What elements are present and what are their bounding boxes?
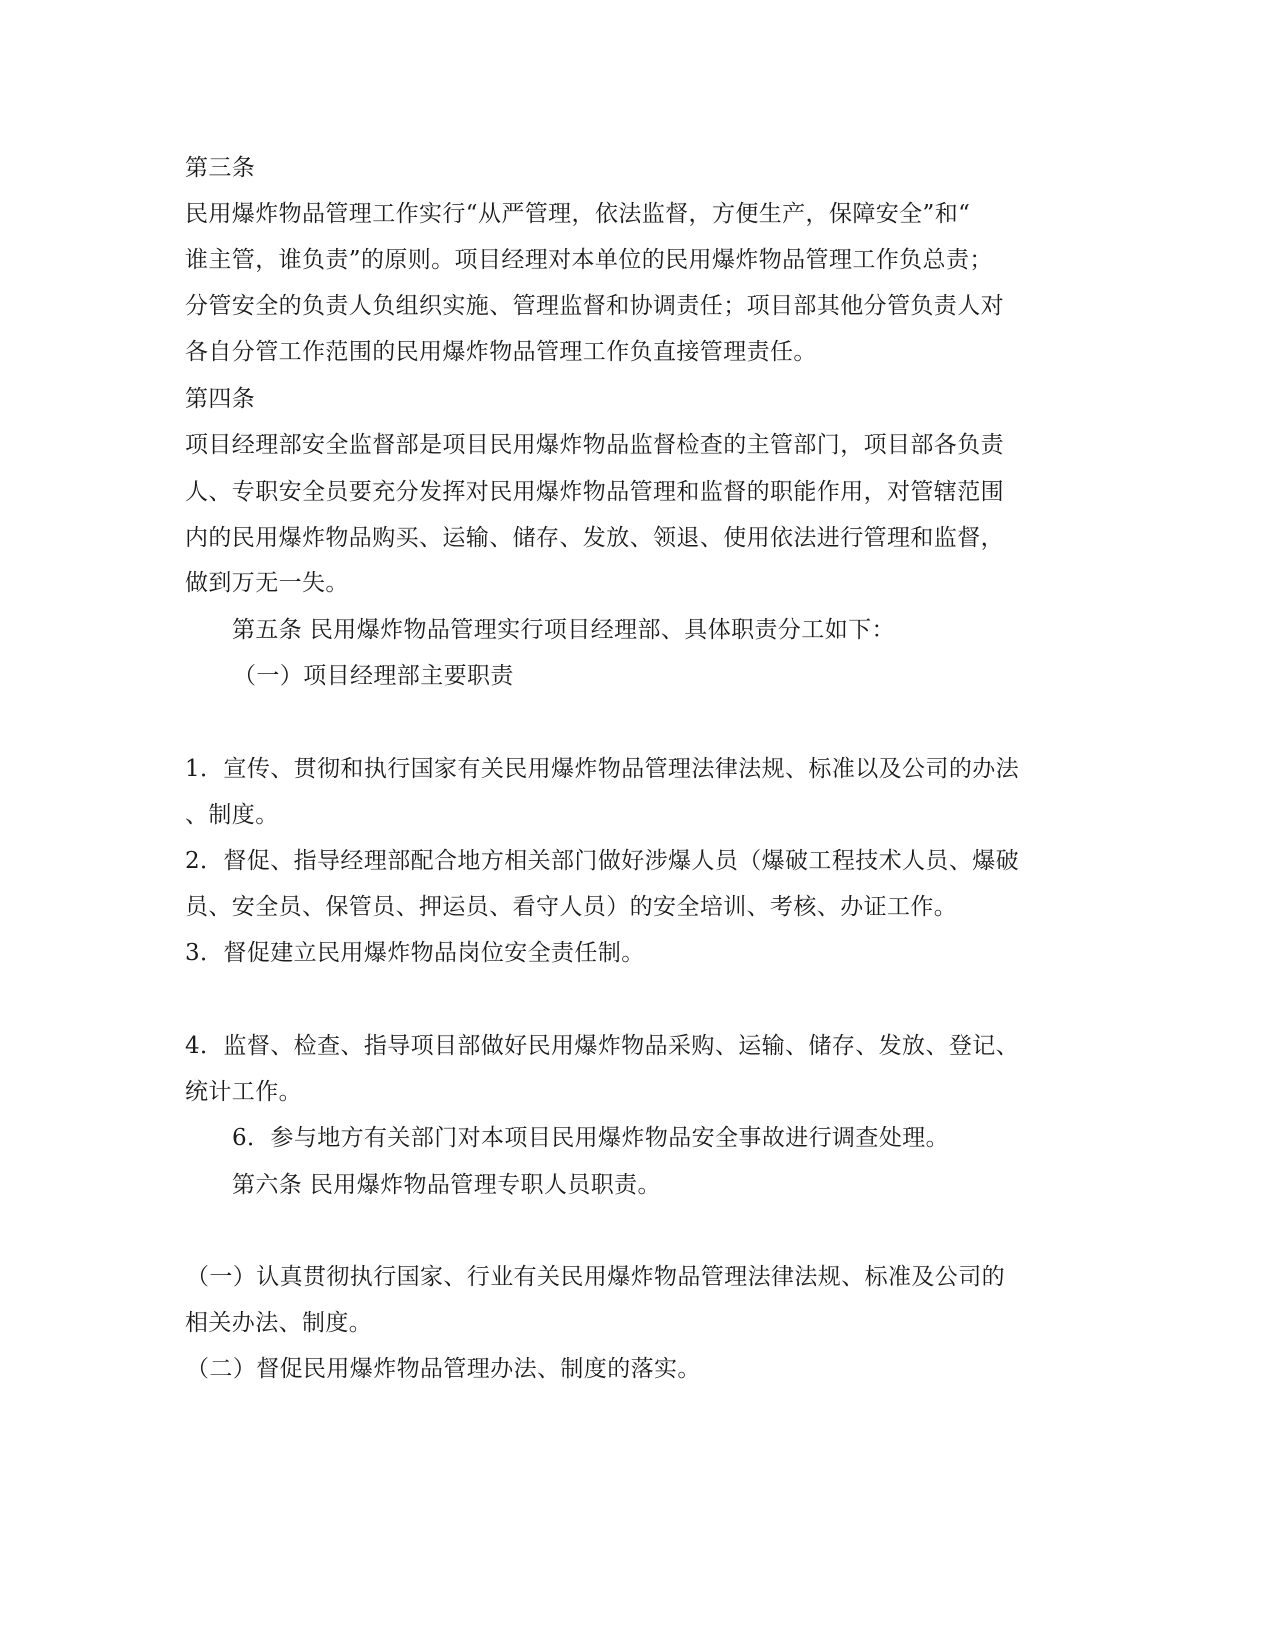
article-4-text-line-1: 项目经理部安全监督部是项目民用爆炸物品监督检查的主管部门，项目部各负责 <box>185 432 1004 458</box>
article-5-section-1-title: （一）项目经理部主要职责 <box>233 663 514 689</box>
duty-item-4-line-1: 4．监督、检查、指导项目部做好民用爆炸物品采购、运输、储存、发放、登记、 <box>185 1033 1020 1059</box>
article-4-text-line-2: 人、专职安全员要充分发挥对民用爆炸物品管理和监督的职能作用，对管辖范围 <box>185 479 1004 505</box>
duty-item-2-line-1: 2．督促、指导经理部配合地方相关部门做好涉爆人员（爆破工程技术人员、爆破 <box>185 848 1020 874</box>
article-4-text-line-4: 做到万无一失。 <box>185 570 349 596</box>
duty-item-3: 3．督促建立民用爆炸物品岗位安全责任制。 <box>185 940 645 966</box>
article-3-text-line-3: 分管安全的负责人负组织实施、管理监督和协调责任；项目部其他分管负责人对 <box>185 293 1004 319</box>
article-3-text-line-2: 谁主管，谁负责”的原则。项目经理对本单位的民用爆炸物品管理工作负总责； <box>185 247 993 273</box>
article-6-duty-1-line-1: （一）认真贯彻执行国家、行业有关民用爆炸物品管理法律法规、标准及公司的 <box>186 1264 1005 1290</box>
article-6-duty-1-line-2: 相关办法、制度。 <box>185 1310 373 1336</box>
article-6-duty-2: （二）督促民用爆炸物品管理办法、制度的落实。 <box>186 1356 701 1382</box>
duty-item-1-line-2: 、制度。 <box>185 802 279 828</box>
article-3-heading: 第三条 <box>185 155 256 181</box>
article-4-heading: 第四条 <box>185 386 256 412</box>
duty-item-1-line-1: 1．宣传、贯彻和执行国家有关民用爆炸物品管理法律法规、标准以及公司的办法 <box>185 756 1020 782</box>
article-3-text-line-4: 各自分管工作范围的民用爆炸物品管理工作负直接管理责任。 <box>185 339 817 365</box>
duty-item-4-line-2: 统计工作。 <box>185 1079 302 1105</box>
article-6-heading: 第六条 民用爆炸物品管理专职人员职责。 <box>232 1172 661 1198</box>
article-3-text-line-1: 民用爆炸物品管理工作实行“从严管理，依法监督，方便生产，保障安全”和“ <box>185 201 971 227</box>
duty-item-6: 6．参与地方有关部门对本项目民用爆炸物品安全事故进行调查处理。 <box>232 1125 950 1151</box>
article-4-text-line-3: 内的民用爆炸物品购买、运输、储存、发放、领退、使用依法进行管理和监督， <box>185 525 1004 551</box>
article-5-heading: 第五条 民用爆炸物品管理实行项目经理部、具体职责分工如下： <box>232 617 895 643</box>
duty-item-2-line-2: 员、安全员、保管员、押运员、看守人员）的安全培训、考核、办证工作。 <box>185 894 958 920</box>
